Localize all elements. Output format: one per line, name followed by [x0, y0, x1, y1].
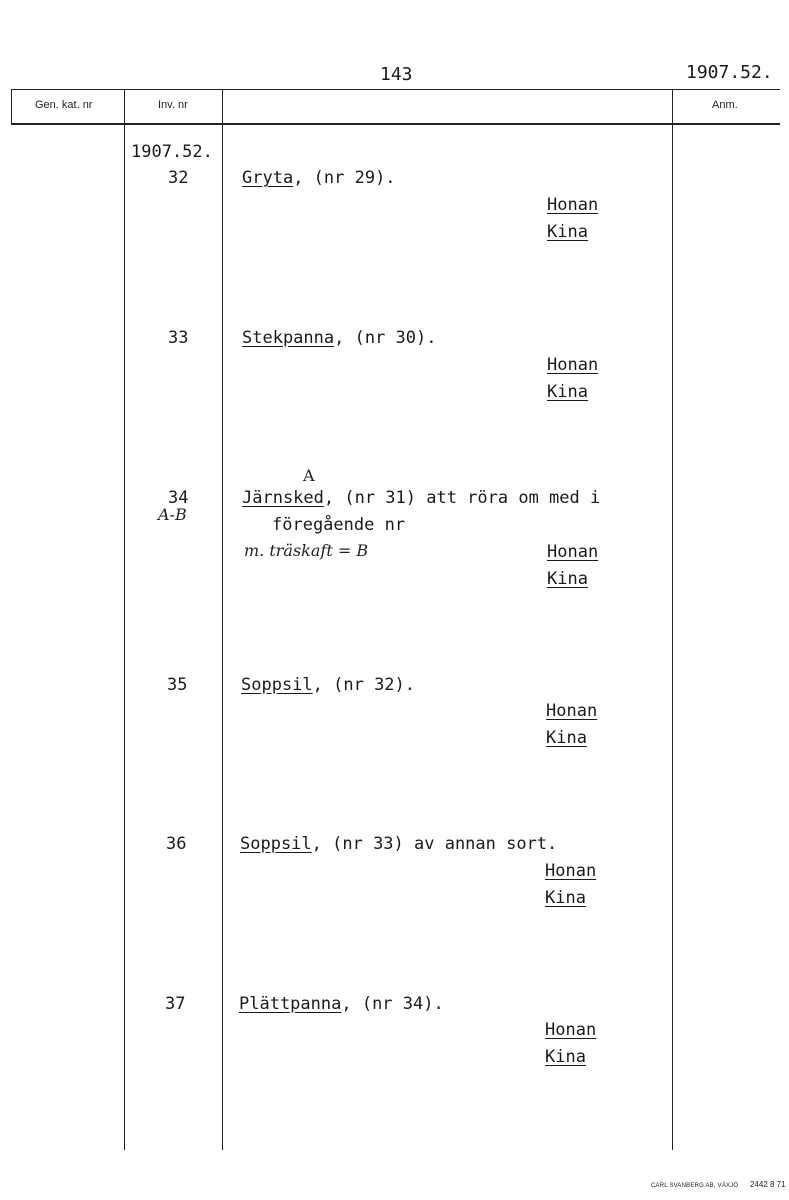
country: Kina [545, 1047, 586, 1067]
inv-number: 34 [168, 488, 189, 508]
gen-inv-divider [124, 89, 125, 1150]
group-label: 1907.52. [131, 142, 213, 162]
country: Kina [547, 569, 588, 589]
col-header-gen-kat: Gen. kat. nr [35, 99, 93, 111]
origin: Honan [547, 355, 599, 375]
item-name: Stekpanna [242, 328, 335, 348]
inv-number: 36 [166, 834, 187, 854]
country: Kina [547, 222, 588, 242]
text-anm-divider [672, 89, 673, 1150]
inv-number: 32 [168, 168, 189, 188]
handwritten-mark: A [303, 466, 315, 485]
entry-description: Soppsil, (nr 32). [241, 675, 416, 695]
entry-description: Järnsked, (nr 31) att röra om med i [242, 488, 601, 508]
handwritten-note: m. träskaft = B [244, 541, 369, 560]
entry-description: Gryta, (nr 29). [242, 168, 396, 188]
item-name: Gryta [242, 168, 294, 188]
entry-description: Soppsil, (nr 33) av annan sort. [240, 834, 558, 854]
item-name: Soppsil [240, 834, 312, 854]
entry-description: Plättpanna, (nr 34). [239, 994, 444, 1014]
header-top-rule [11, 89, 780, 90]
col-header-inv: Inv. nr [158, 99, 188, 111]
printer-imprint [651, 1172, 786, 1191]
header-bottom-rule [11, 123, 780, 125]
catalog-reference: 1907.52. [686, 62, 773, 83]
left-border [11, 89, 12, 125]
inv-text-divider [222, 89, 223, 1150]
item-name: Soppsil [241, 675, 313, 695]
col-header-anm: Anm. [712, 99, 738, 111]
printer-name: CARL SVANBERG AB, VÄXJÖ [651, 1183, 739, 1189]
item-name: Plättpanna [239, 994, 342, 1014]
country: Kina [545, 888, 586, 908]
origin: Honan [547, 542, 599, 562]
inv-number: 33 [168, 328, 189, 348]
origin: Honan [545, 861, 597, 881]
entry-description: Stekpanna, (nr 30). [242, 328, 437, 348]
inv-number: 37 [165, 994, 186, 1014]
origin: Honan [547, 195, 599, 215]
country: Kina [546, 728, 587, 748]
form-code: 2442 8 71 [749, 1180, 786, 1189]
country: Kina [547, 382, 588, 402]
handwritten-inv-note: A-B [158, 505, 187, 524]
page-number: 143 [380, 64, 413, 85]
entry-description-line2: föregående nr [272, 515, 406, 535]
origin: Honan [545, 1020, 597, 1040]
item-name: Järnsked [242, 488, 324, 508]
origin: Honan [546, 701, 598, 721]
inv-number: 35 [167, 675, 188, 695]
